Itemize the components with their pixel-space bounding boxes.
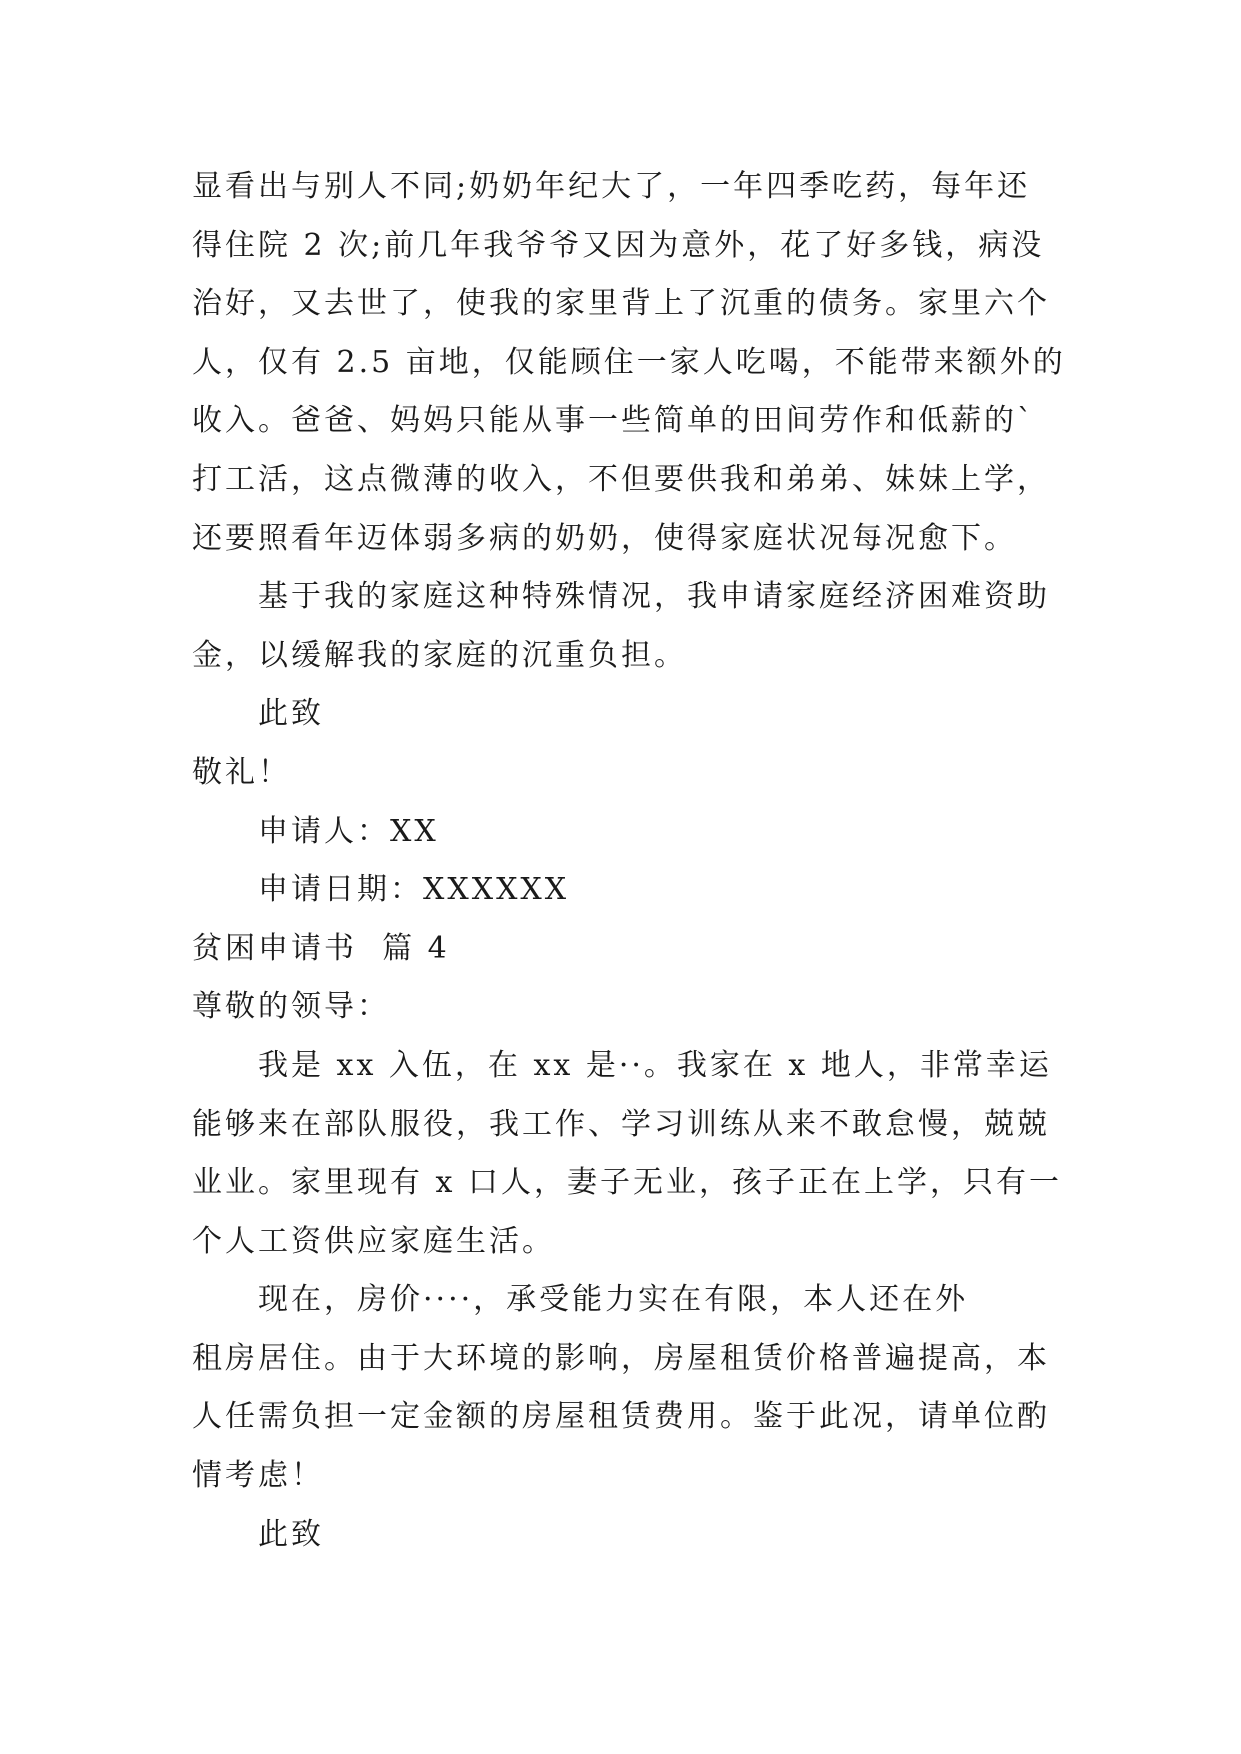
paragraph-line: 金，以缓解我的家庭的沉重负担。 (192, 637, 687, 673)
section-heading: 贫困申请书 篇 4 (192, 930, 450, 966)
paragraph-line: 能够来在部队服役，我工作、学习训练从来不敢怠慢，兢兢 (192, 1106, 1050, 1142)
paragraph-line: 现在，房价····，承受能力实在有限，本人还在外 (258, 1282, 969, 1318)
closing-respect: 敬礼！ (192, 754, 291, 790)
paragraph-line: 人，仅有 2.5 亩地，仅能顾住一家人吃喝，不能带来额外的 (192, 344, 1066, 380)
paragraph-line: 治好，又去世了，使我的家里背上了沉重的债务。家里六个 (192, 286, 1050, 322)
document-body (192, 158, 1066, 1564)
paragraph-line: 显看出与别人不同;奶奶年纪大了，一年四季吃药，每年还 (192, 169, 1031, 204)
paragraph-line: 个人工资供应家庭生活。 (192, 1223, 555, 1259)
paragraph-line: 业业。家里现有 x 口人，妻子无业，孩子正在上学，只有一 (192, 1165, 1062, 1201)
paragraph-line: 人任需负担一定金额的房屋租赁费用。鉴于此况，请单位酌 (192, 1399, 1050, 1435)
paragraph-line: 打工活，这点微薄的收入，不但要供我和弟弟、妹妹上学， (192, 461, 1050, 497)
paragraph-line: 还要照看年迈体弱多病的奶奶，使得家庭状况每况愈下。 (192, 520, 1017, 556)
letter-greeting: 尊敬的领导： (192, 989, 390, 1025)
paragraph-line: 情考虑！ (192, 1458, 324, 1494)
paragraph-line: 我是 xx 入伍，在 xx 是··。我家在 x 地人，非常幸运 (258, 1047, 1052, 1083)
application-date: 申请日期：XXXXXX (258, 872, 570, 908)
applicant-name: 申请人：XX (258, 813, 439, 849)
paragraph-line: 收入。爸爸、妈妈只能从事一些简单的田间劳作和低薪的` (192, 403, 1035, 439)
closing-salutation: 此致 (258, 1516, 324, 1552)
closing-salutation: 此致 (258, 696, 324, 732)
paragraph-line: 基于我的家庭这种特殊情况，我申请家庭经济困难资助 (258, 579, 1050, 615)
paragraph-line: 得住院 2 次;前几年我爷爷又因为意外，花了好多钱，病没 (192, 227, 1045, 263)
paragraph-line: 租房居住。由于大环境的影响，房屋租赁价格普遍提高，本 (192, 1340, 1050, 1376)
